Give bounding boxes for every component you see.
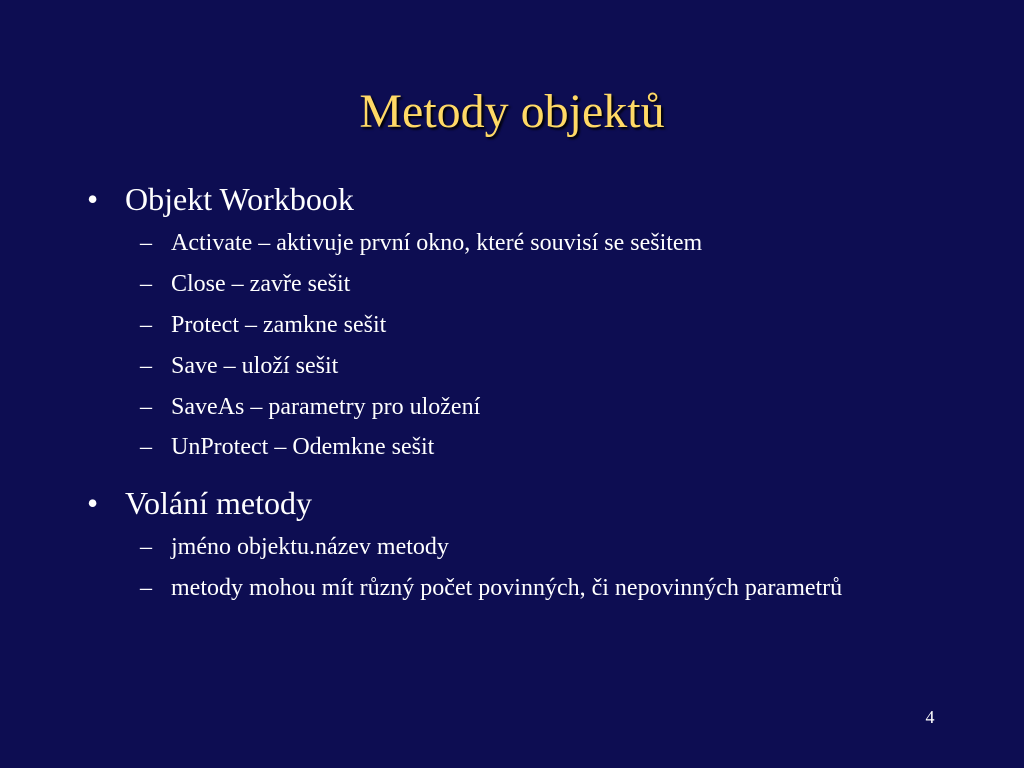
- dash-icon: –: [140, 575, 152, 601]
- sub-item-text: SaveAs – parametry pro uložení: [171, 394, 481, 420]
- sub-item-method-syntax: [140, 530, 880, 564]
- sub-item-text: metody mohou mít různý počet povinných, či nepovinných parametrů: [171, 575, 843, 601]
- sub-item-close: [140, 267, 880, 301]
- sub-item-activate: [140, 226, 880, 260]
- sub-item-text: Save – uloží sešit: [171, 353, 339, 379]
- bullet-icon: •: [87, 485, 99, 521]
- sub-item-unprotect: [140, 430, 880, 464]
- sub-item-text: UnProtect – Odemkne sešit: [171, 434, 435, 460]
- sub-item-protect: [140, 308, 880, 342]
- dash-icon: –: [140, 271, 152, 297]
- dash-icon: –: [140, 534, 152, 560]
- dash-icon: –: [140, 230, 152, 256]
- slide-title: Metody objektů: [359, 85, 665, 138]
- bullet-icon: •: [87, 181, 99, 217]
- dash-icon: –: [140, 394, 152, 420]
- bullet-text: Volání metody: [125, 485, 312, 521]
- sub-item-save: [140, 349, 880, 383]
- bullet-objekt-workbook: [87, 181, 354, 217]
- sub-item-method-parameters: [140, 571, 860, 605]
- dash-icon: –: [140, 353, 152, 379]
- dash-icon: –: [140, 312, 152, 338]
- bullet-volani-metody: [87, 485, 312, 521]
- sub-item-text: Close – zavře sešit: [171, 271, 351, 297]
- page-number: 4: [925, 707, 935, 727]
- sub-item-saveas: [140, 390, 880, 424]
- bullet-text: Objekt Workbook: [125, 181, 354, 217]
- sub-item-text: Activate – aktivuje první okno, které souvisí se sešitem: [171, 230, 703, 256]
- dash-icon: –: [140, 434, 152, 460]
- sub-item-text: jméno objektu.název metody: [171, 534, 449, 560]
- sub-item-text: Protect – zamkne sešit: [171, 312, 387, 338]
